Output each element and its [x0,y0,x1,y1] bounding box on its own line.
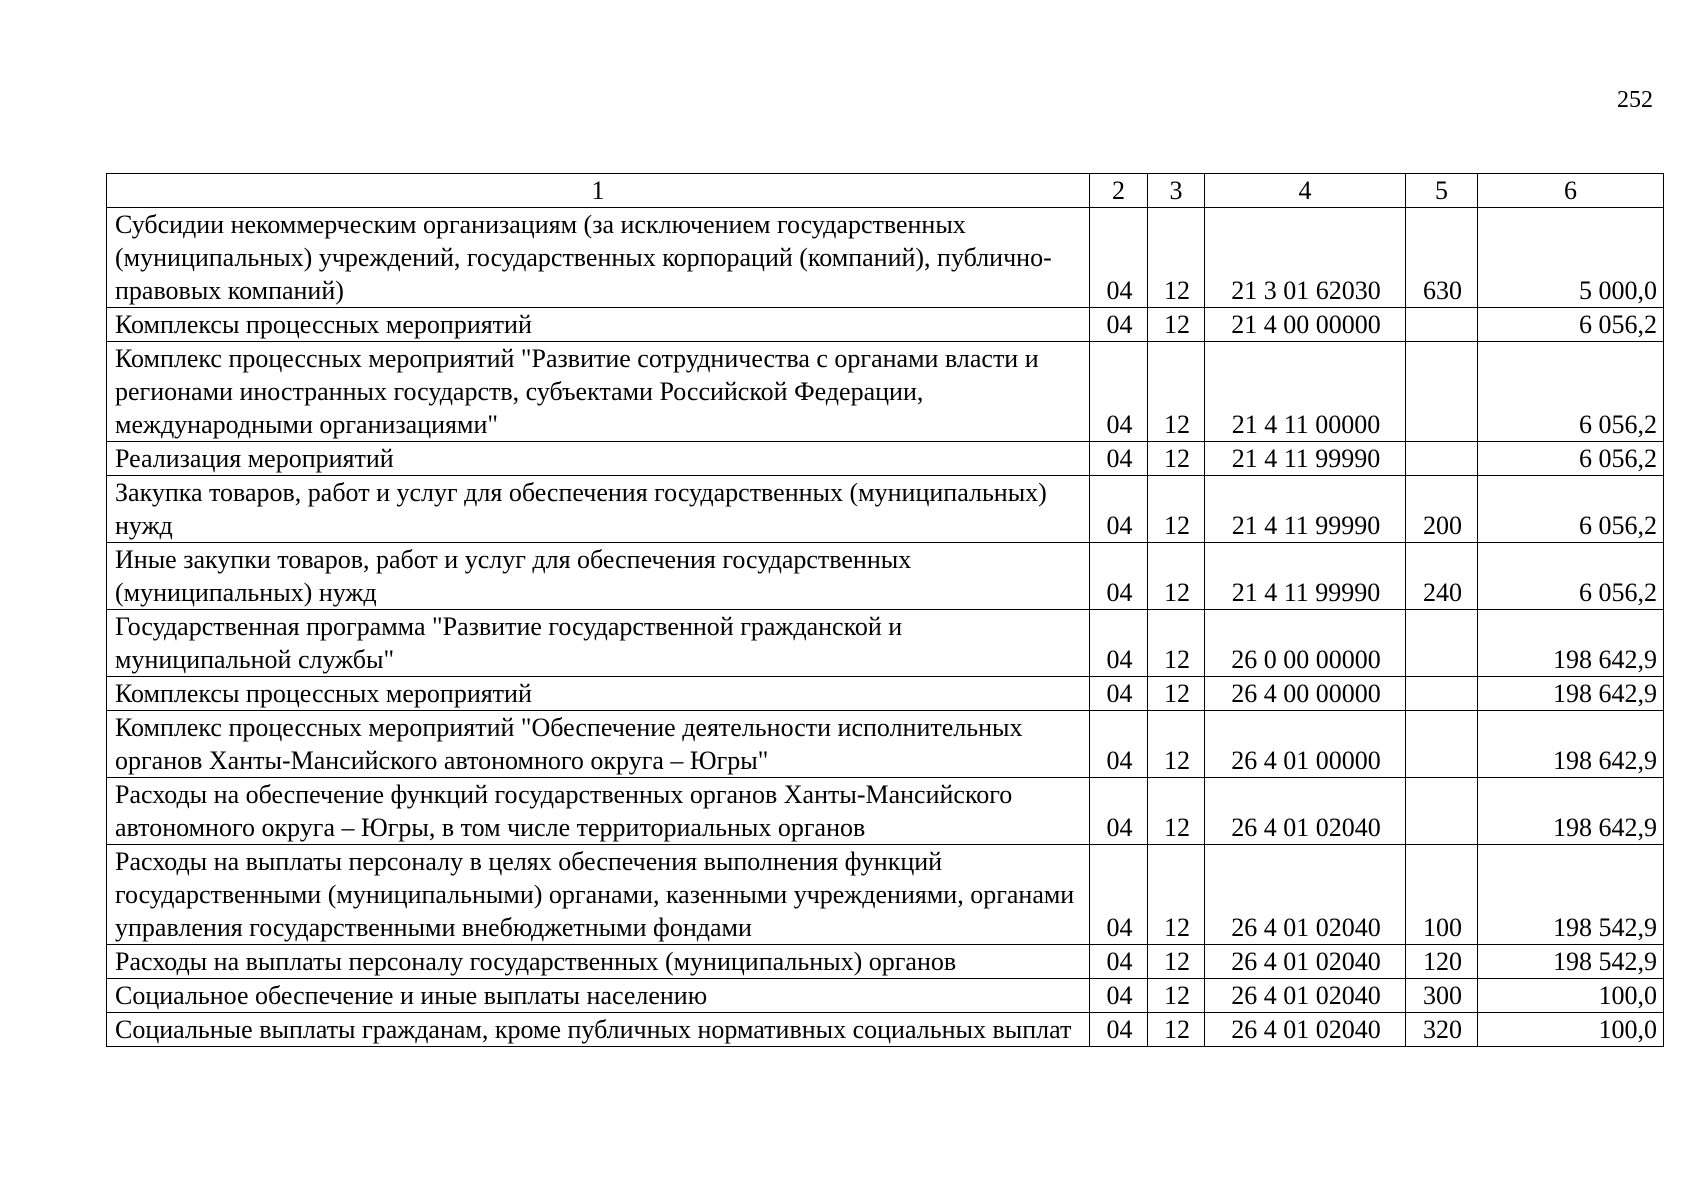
expense-type-cell: 300 [1406,979,1478,1013]
section-code-cell: 04 [1090,342,1148,442]
amount-cell: 6 056,2 [1478,543,1664,610]
expense-type-cell: 200 [1406,476,1478,543]
section-code-cell: 04 [1090,208,1148,308]
section-code-cell: 04 [1090,711,1148,778]
target-article-cell: 26 4 01 02040 [1205,778,1406,845]
target-article-cell: 26 4 01 02040 [1205,1013,1406,1047]
expense-type-cell: 630 [1406,208,1478,308]
subsection-code-cell: 12 [1148,677,1205,711]
section-code-cell: 04 [1090,610,1148,677]
expense-type-cell [1406,677,1478,711]
section-code-cell: 04 [1090,308,1148,342]
header-cell-6: 6 [1478,174,1664,208]
target-article-cell: 26 4 01 02040 [1205,945,1406,979]
subsection-code-cell: 12 [1148,1013,1205,1047]
section-code-cell: 04 [1090,476,1148,543]
expense-type-cell [1406,342,1478,442]
amount-cell: 6 056,2 [1478,476,1664,543]
amount-cell: 198 642,9 [1478,778,1664,845]
amount-cell: 198 642,9 [1478,711,1664,778]
header-cell-2: 2 [1090,174,1148,208]
subsection-code-cell: 12 [1148,476,1205,543]
expense-name-cell: Иные закупки товаров, работ и услуг для обеспечения государственных (муниципальных) нужд [107,543,1090,610]
expense-name-cell: Социальное обеспечение и иные выплаты населению [107,979,1090,1013]
expense-name-cell: Социальные выплаты гражданам, кроме публичных нормативных социальных выплат [107,1013,1090,1047]
target-article-cell: 26 4 01 02040 [1205,979,1406,1013]
section-code-cell: 04 [1090,845,1148,945]
subsection-code-cell: 12 [1148,308,1205,342]
subsection-code-cell: 12 [1148,979,1205,1013]
expense-name-cell: Комплексы процессных мероприятий [107,677,1090,711]
header-cell-5: 5 [1406,174,1478,208]
target-article-cell: 21 4 11 99990 [1205,543,1406,610]
section-code-cell: 04 [1090,945,1148,979]
expense-type-cell [1406,610,1478,677]
target-article-cell: 21 4 11 99990 [1205,476,1406,543]
table-row [107,677,1664,711]
subsection-code-cell: 12 [1148,610,1205,677]
expense-name-cell: Комплекс процессных мероприятий "Обеспечение деятельности исполнительных органов Ханты-Мансийского автономного округа – Югры" [107,711,1090,778]
expense-type-cell: 320 [1406,1013,1478,1047]
table-row [107,442,1664,476]
table-row [107,711,1664,778]
expense-name-cell: Расходы на выплаты персоналу государственных (муниципальных) органов [107,945,1090,979]
table-row [107,610,1664,677]
section-code-cell: 04 [1090,442,1148,476]
subsection-code-cell: 12 [1148,442,1205,476]
amount-cell: 198 642,9 [1478,677,1664,711]
table-row [107,778,1664,845]
target-article-cell: 26 0 00 00000 [1205,610,1406,677]
section-code-cell: 04 [1090,1013,1148,1047]
target-article-cell: 26 4 01 02040 [1205,845,1406,945]
table-header-row [107,174,1664,208]
subsection-code-cell: 12 [1148,945,1205,979]
subsection-code-cell: 12 [1148,778,1205,845]
amount-cell: 198 542,9 [1478,945,1664,979]
table-row [107,342,1664,442]
budget-table [106,173,1664,1047]
expense-name-cell: Субсидии некоммерческим организациям (за исключением государственных (муниципальных) учреждений, государственных корпораций (компаний), публично-правовых компаний) [107,208,1090,308]
expense-name-cell: Закупка товаров, работ и услуг для обеспечения государственных (муниципальных) нужд [107,476,1090,543]
target-article-cell: 21 4 11 00000 [1205,342,1406,442]
target-article-cell: 26 4 00 00000 [1205,677,1406,711]
section-code-cell: 04 [1090,778,1148,845]
expense-name-cell: Комплексы процессных мероприятий [107,308,1090,342]
target-article-cell: 21 4 11 99990 [1205,442,1406,476]
amount-cell: 6 056,2 [1478,442,1664,476]
subsection-code-cell: 12 [1148,543,1205,610]
target-article-cell: 21 4 00 00000 [1205,308,1406,342]
table-row [107,208,1664,308]
header-cell-4: 4 [1205,174,1406,208]
page-number: 252 [1617,87,1653,113]
amount-cell: 198 642,9 [1478,610,1664,677]
expense-type-cell: 240 [1406,543,1478,610]
amount-cell: 100,0 [1478,979,1664,1013]
header-cell-1: 1 [107,174,1090,208]
expense-type-cell [1406,778,1478,845]
table-row [107,308,1664,342]
expense-type-cell: 120 [1406,945,1478,979]
header-cell-3: 3 [1148,174,1205,208]
subsection-code-cell: 12 [1148,845,1205,945]
section-code-cell: 04 [1090,979,1148,1013]
expense-name-cell: Расходы на выплаты персоналу в целях обеспечения выполнения функций государственными (муниципальными) органами, казенными учреждениями, органами управления государственными внебюджетными фондами [107,845,1090,945]
amount-cell: 6 056,2 [1478,308,1664,342]
subsection-code-cell: 12 [1148,342,1205,442]
table-row [107,476,1664,543]
expense-name-cell: Комплекс процессных мероприятий "Развитие сотрудничества с органами власти и регионами иностранных государств, субъектами Российской Федерации, международными организациями" [107,342,1090,442]
expense-type-cell [1406,308,1478,342]
expense-name-cell: Расходы на обеспечение функций государственных органов Ханты-Мансийского автономного округа – Югры, в том числе территориальных органов [107,778,1090,845]
amount-cell: 6 056,2 [1478,342,1664,442]
table-row [107,845,1664,945]
table-body [107,174,1664,1047]
expense-type-cell [1406,442,1478,476]
subsection-code-cell: 12 [1148,208,1205,308]
expense-name-cell: Государственная программа "Развитие государственной гражданской и муниципальной службы" [107,610,1090,677]
target-article-cell: 26 4 01 00000 [1205,711,1406,778]
table-row [107,543,1664,610]
target-article-cell: 21 3 01 62030 [1205,208,1406,308]
amount-cell: 100,0 [1478,1013,1664,1047]
table-row [107,945,1664,979]
section-code-cell: 04 [1090,677,1148,711]
amount-cell: 5 000,0 [1478,208,1664,308]
expense-name-cell: Реализация мероприятий [107,442,1090,476]
table-row [107,979,1664,1013]
table-row [107,1013,1664,1047]
subsection-code-cell: 12 [1148,711,1205,778]
amount-cell: 198 542,9 [1478,845,1664,945]
expense-type-cell [1406,711,1478,778]
section-code-cell: 04 [1090,543,1148,610]
expense-type-cell: 100 [1406,845,1478,945]
